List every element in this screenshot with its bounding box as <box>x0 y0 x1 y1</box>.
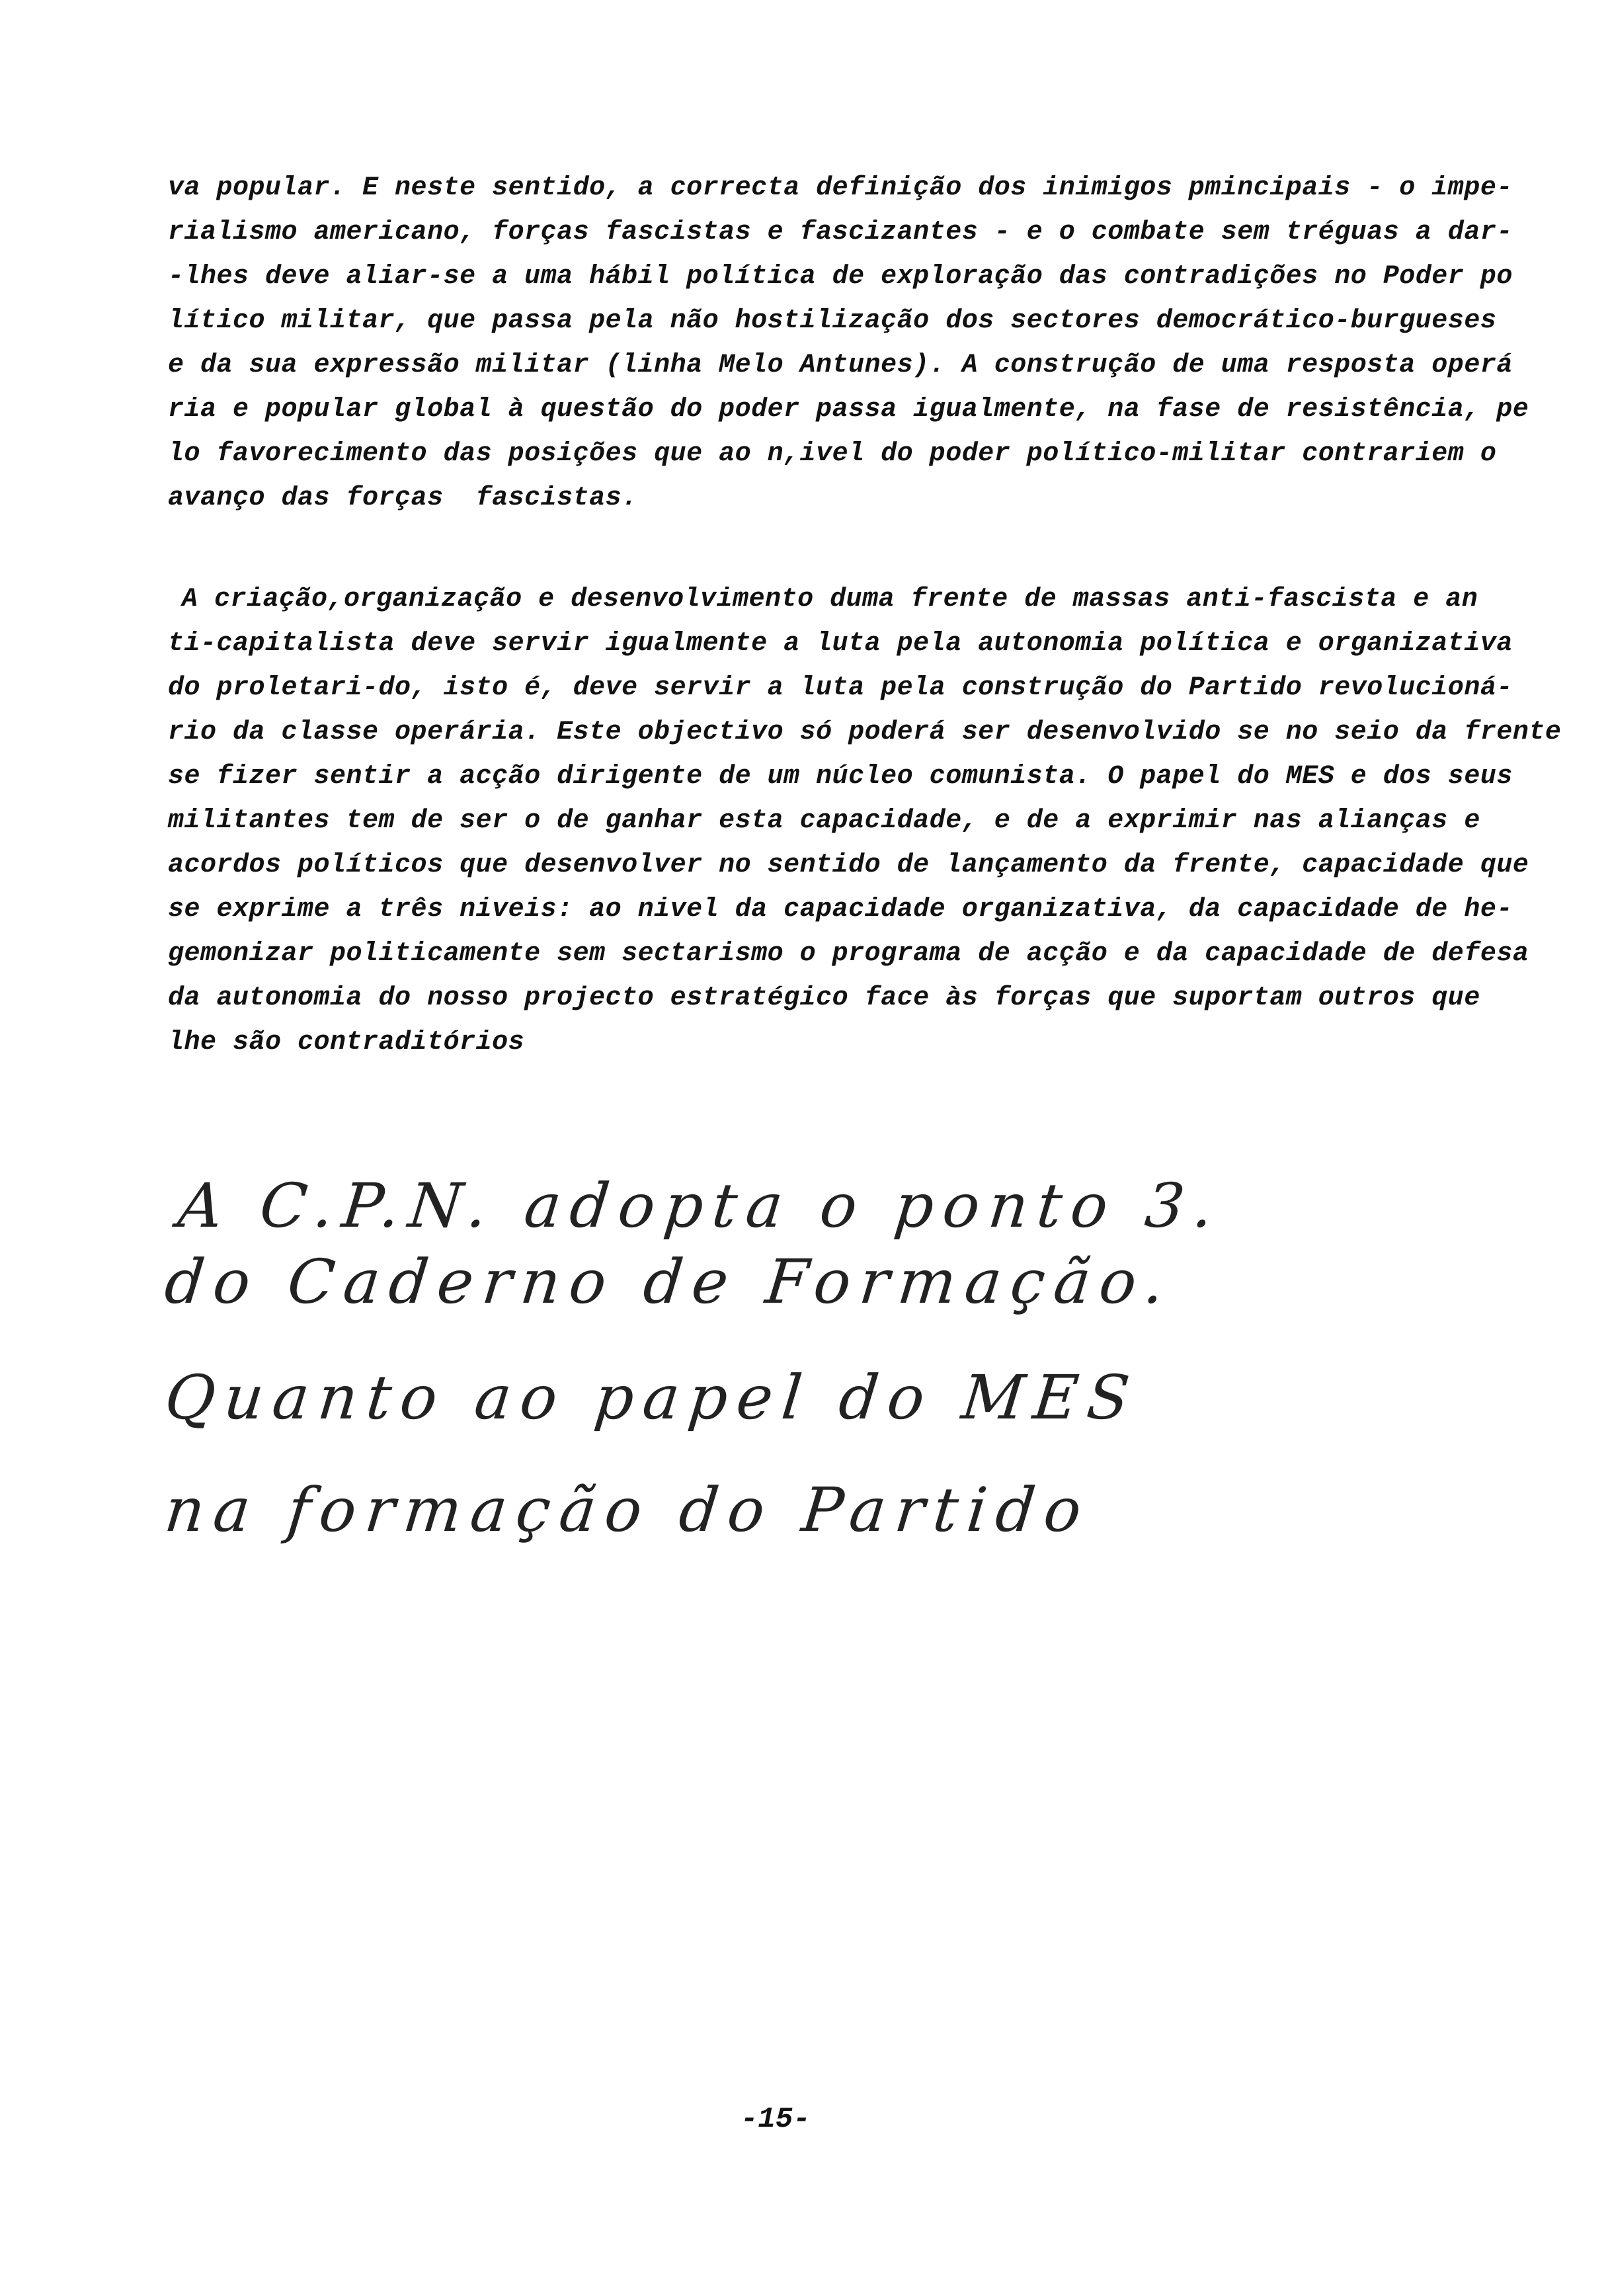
text-line: -lhes deve aliar-se a uma hábil política de exploração das contradições no Poder po <box>168 262 1513 292</box>
text-line: va popular. E neste sentido, a correcta definição dos inimigos pmincipais - o impe- <box>168 173 1513 203</box>
handwritten-line: Quanto ao papel do MES <box>161 1362 1143 1433</box>
text-line: acordos políticos que desenvolver no sentido de lançamento da frente, capacidade que <box>168 850 1529 880</box>
text-line: lítico militar, que passa pela não hostilização dos sectores democrático-burgueses <box>168 306 1497 336</box>
handwritten-line: na formação do Partido <box>161 1475 1094 1545</box>
text-line: se exprime a três niveis: ao nivel da capacidade organizativa, da capacidade de he- <box>168 895 1513 924</box>
text-line: lhe são contraditórios <box>168 1028 525 1057</box>
handwritten-line: A C.P.N. adopta o ponto 3. <box>175 1170 1226 1241</box>
text-line: rialismo americano, forças fascistas e fascizantes - e o combate sem tréguas a dar- <box>168 218 1513 247</box>
text-line: e da sua expressão militar (linha Melo Antunes). A construção de uma resposta operá <box>168 350 1513 380</box>
page-number: -15- <box>741 2103 811 2136</box>
text-line: ti-capitalista deve servir igualmente a luta pela autonomia política e organizativa <box>168 629 1513 659</box>
text-line: militantes tem de ser o de ganhar esta capacidade, e de a exprimir nas alianças e <box>168 806 1480 836</box>
text-line: do proletari-do, isto é, deve servir a luta pela construção do Partido revolucioná- <box>168 673 1513 703</box>
text-line: A criação,organização e desenvolvimento duma frente de massas anti-fascista e an <box>182 585 1478 614</box>
text-line: se fizer sentir a acção dirigente de um núcleo comunista. O papel do MES e dos seus <box>168 762 1513 792</box>
text-line: gemonizar politicamente sem sectarismo o programa de acção e da capacidade de defesa <box>168 939 1529 969</box>
text-line: avanço das forças fascistas. <box>168 483 638 513</box>
text-line: ria e popular global à questão do poder passa igualmente, na fase de resistência, pe <box>168 395 1529 425</box>
text-line: lo favorecimento das posições que ao n,ivel do poder político-militar contrariem o <box>168 439 1497 469</box>
text-line: rio da classe operária. Este objectivo só poderá ser desenvolvido se no seio da frente <box>168 718 1562 747</box>
text-line: da autonomia do nosso projecto estratégico face às forças que suportam outros que <box>168 983 1480 1013</box>
handwritten-line: do Caderno de Formação. <box>161 1247 1177 1317</box>
